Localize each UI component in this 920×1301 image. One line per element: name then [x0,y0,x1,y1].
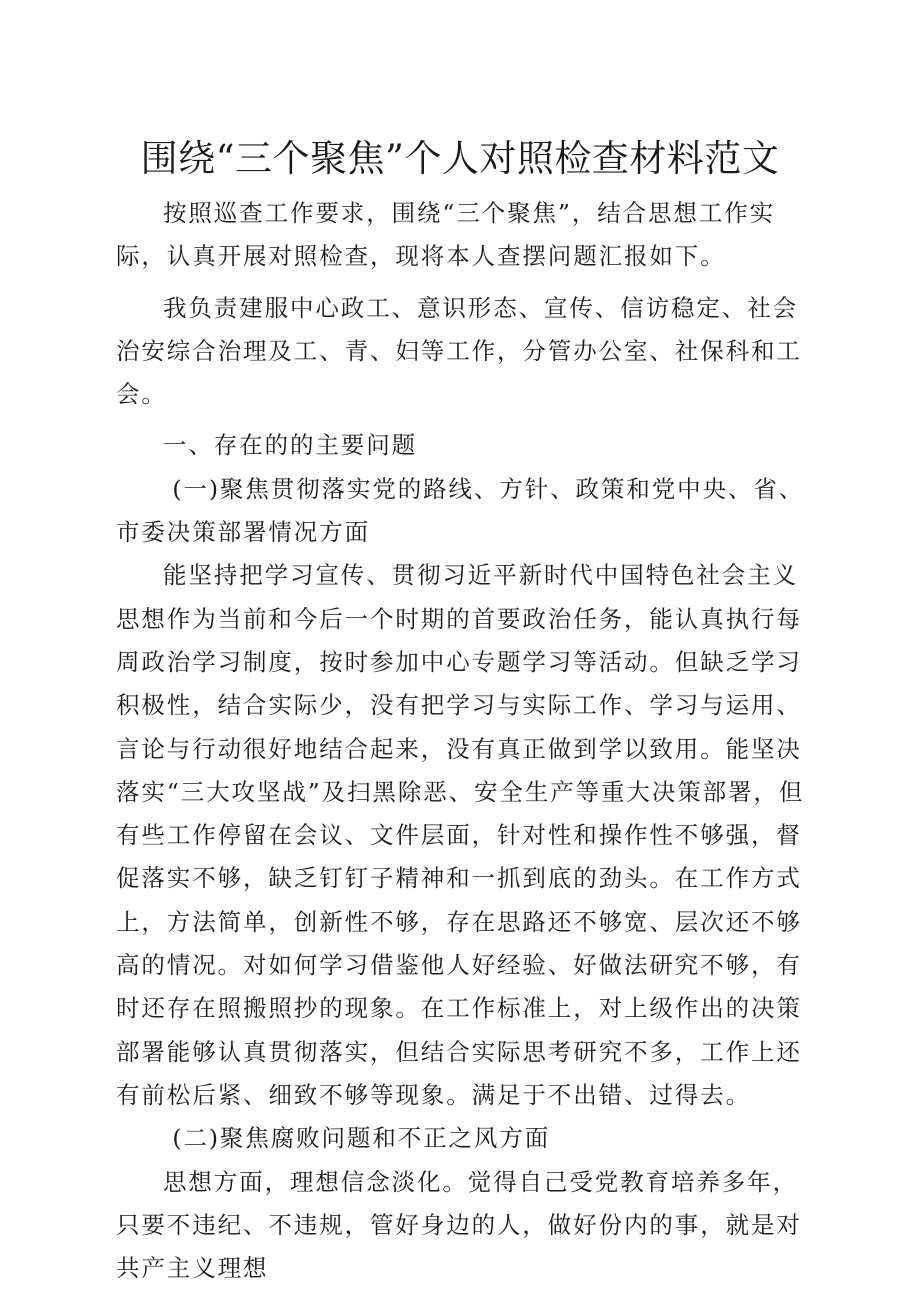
section-heading-problems: 一、存在的的主要问题 [163,431,417,460]
subsection-heading-policy: (一)聚焦贯彻落实党的路线、方针、政策和党中央、省、市委决策部署情况方面 [116,474,805,547]
subsection-body-policy: 能坚持把学习宣传、贯彻习近平新时代中国特色社会主义思想作为当前和今后一个时期的首要政治任务，能认真执行每周政治学习制度，按时参加中心专题学习等活动。但缺乏学习积极性，结合实际少，没有把学习与实际工作、学习与运用、言论与行动很好地结合起来，没有真正做到学以致用。能坚决落实“三大攻坚战”及扫黑除恶、安全生产等重大决策部署，但有些工作停留在会议、文件层面，针对性和操作性不够强，督促落实不够，缺乏钉钉子精神和一抓到底的劲头。在工作方式上，方法简单，创新性不够，存在思路还不够宽、层次还不够高的情况。对如何学习借鉴他人好经验、好做法研究不够，有时还存在照搬照抄的现象。在工作标准上，对上级作出的决策部署能够认真贯彻落实，但结合实际思考研究不多，工作上还有前松后紧、细致不够等现象。满足于不出错、过得去。 [116,561,805,1109]
subsection-body-corruption: 思想方面，理想信念淡化。觉得自己受党教育培养多年，只要不违纪、不违规，管好身边的人，做好份内的事，就是对共产主义理想 [116,1167,802,1283]
subsection-heading-corruption: (二)聚焦腐败问题和不正之风方面 [172,1124,551,1153]
duties-paragraph: 我负责建服中心政工、意识形态、宣传、信访稳定、社会治安综合治理及工、青、妇等工作，分管办公室、社保科和工会。 [116,293,802,409]
intro-paragraph: 按照巡查工作要求，围绕“三个聚焦”，结合思想工作实际，认真开展对照检查，现将本人查摆问题汇报如下。 [116,199,776,271]
document-body [116,192,816,1290]
document-title: 围绕“三个聚焦”个人对照检查材料范文 [140,137,780,180]
